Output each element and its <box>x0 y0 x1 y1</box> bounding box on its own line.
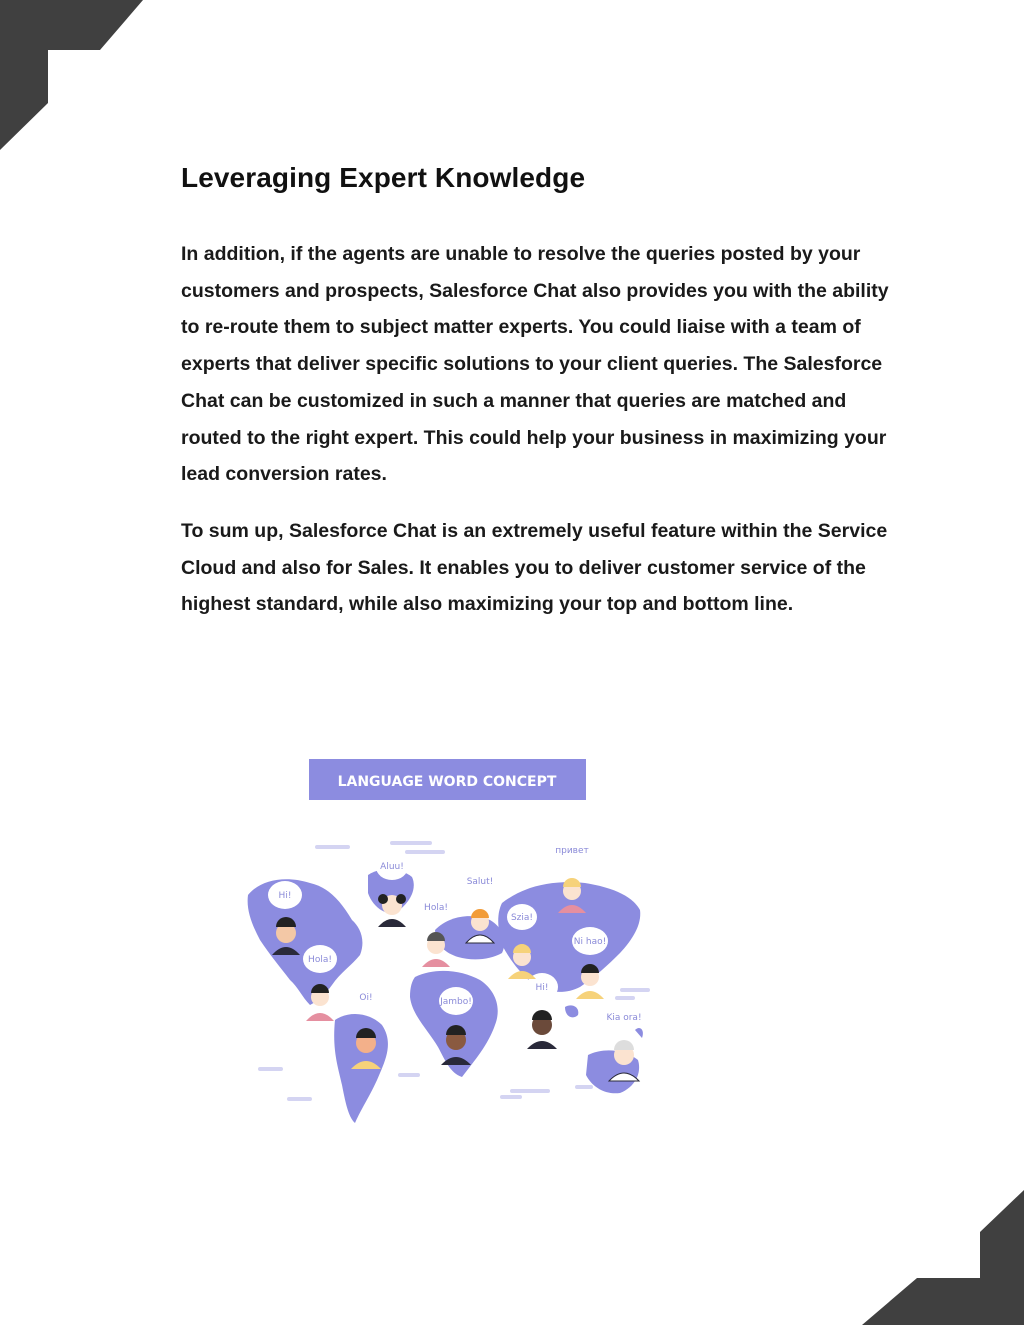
greeting-hola-2: Hola! <box>308 955 332 965</box>
paragraph-1: In addition, if the agents are unable to resolve the queries posted by your customers and prospects, Salesforce Chat also provides you with the ability to re-route them to subject matter experts. You could liaise with a team of experts that deliver specific solutions to your client queries. The Salesforce Chat can be customized in such a manner that queries are matched and routed to the right expert. This could help your business in maximizing your lead conversion rates. <box>181 243 889 486</box>
language-world-map-illustration <box>240 755 660 1130</box>
paragraph-2: To sum up, Salesforce Chat is an extremely useful feature within the Service Cloud and also for Sales. It enables you to deliver customer service of the highest standard, while also maximizing your top and bottom line. <box>181 519 888 616</box>
greeting-hi-2: Hi! <box>535 983 549 993</box>
corner-decoration-top-left <box>0 0 145 150</box>
greeting-hi-1: Hi! <box>278 891 292 901</box>
greeting-szia: Szia! <box>510 913 534 923</box>
greeting-aluu: Aluu! <box>380 862 404 872</box>
greeting-nihao: Ni hao! <box>573 937 607 947</box>
section-title: Leveraging Expert Knowledge <box>181 162 586 193</box>
greeting-salut: Salut! <box>466 877 494 887</box>
banner-text: LANGUAGE WORD CONCEPT <box>337 774 557 790</box>
greeting-hola-1: Hola! <box>424 903 448 913</box>
greeting-jambo: Jambo! <box>440 997 472 1007</box>
article-section <box>181 158 911 643</box>
greeting-privet: привет <box>555 846 589 856</box>
corner-decoration-bottom-right <box>862 1190 1024 1325</box>
greeting-kiaora: Kia ora! <box>606 1013 642 1023</box>
greeting-oi: Oi! <box>359 993 373 1003</box>
person-avatar <box>527 1010 557 1049</box>
